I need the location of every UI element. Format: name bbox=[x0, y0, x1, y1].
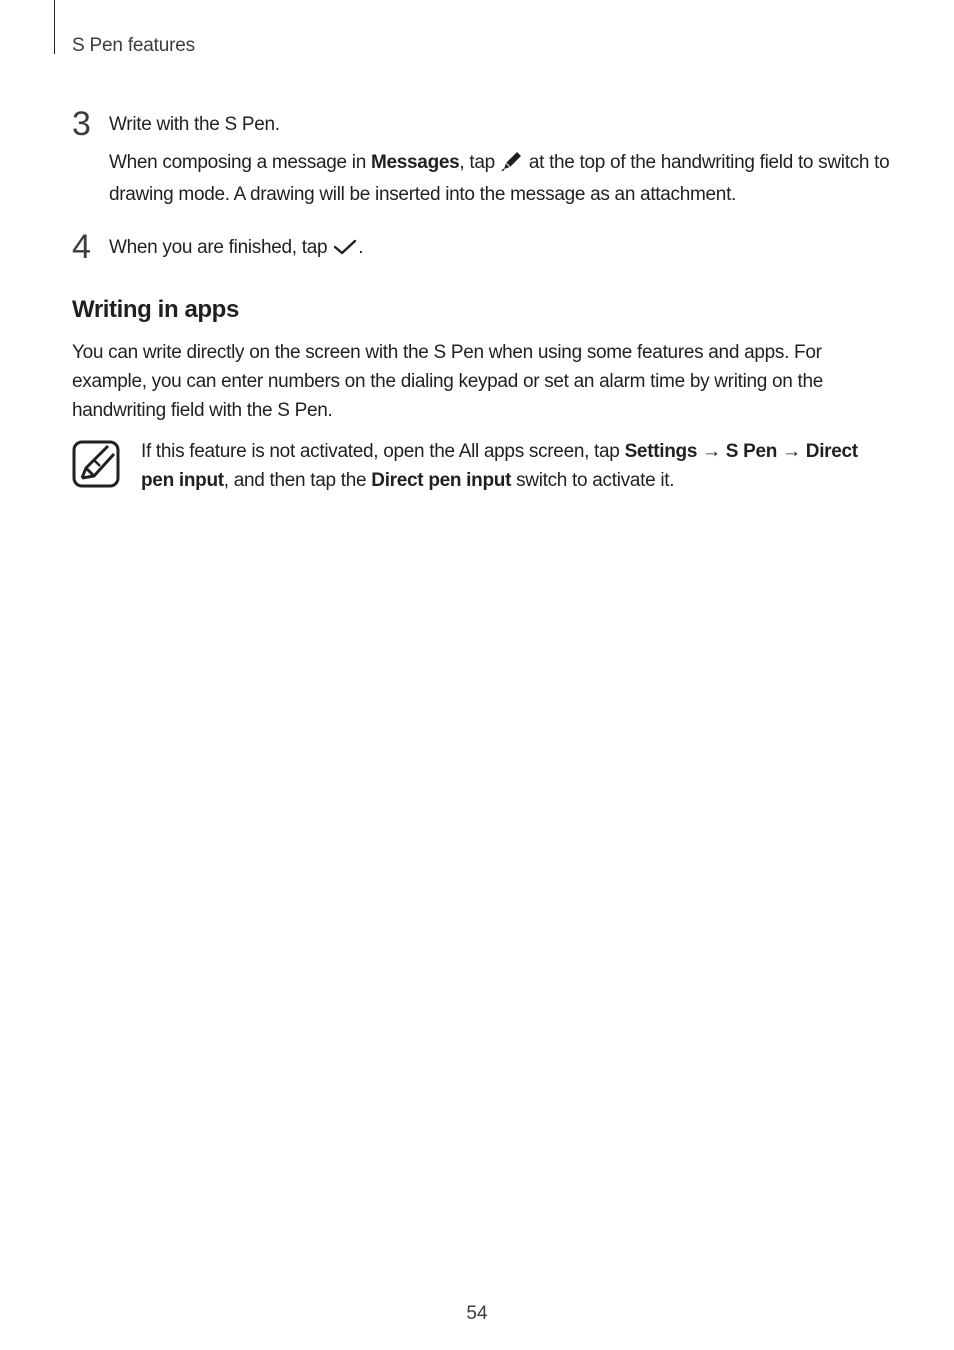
step-title-text: When you are finished, tap bbox=[109, 237, 333, 258]
step-title bbox=[109, 236, 363, 263]
direct-pen-input-switch-label: Direct pen input bbox=[371, 470, 512, 491]
header-title: S Pen features bbox=[72, 35, 195, 56]
page-number: 54 bbox=[466, 1303, 488, 1324]
messages-app-name: Messages bbox=[370, 152, 460, 173]
note-icon bbox=[72, 440, 120, 488]
direct-pen-input-label: Direct pen input bbox=[141, 441, 858, 491]
body-text: at the top of the handwriting field to switch to drawing mode. A drawing will be inserted into the message as an attachment. bbox=[109, 152, 890, 205]
arrow: → bbox=[777, 441, 806, 462]
checkmark-icon bbox=[332, 238, 358, 263]
arrow: → bbox=[697, 441, 726, 462]
body-text: , tap bbox=[459, 152, 500, 173]
note-text bbox=[141, 437, 891, 495]
body-text: When composing a message in bbox=[109, 152, 371, 173]
pen-icon bbox=[500, 149, 524, 180]
step-title: Write with the S Pen. bbox=[109, 114, 280, 135]
step-body bbox=[109, 148, 899, 209]
s-pen-label: S Pen bbox=[725, 441, 778, 462]
section-heading: Writing in apps bbox=[72, 296, 239, 323]
step-number: 4 bbox=[72, 228, 91, 266]
header-rule bbox=[54, 0, 55, 54]
section-paragraph: You can write directly on the screen with the S Pen when using some features and apps. For example, you can enter numbers on the dialing keypad or set an alarm time by writing on the handwriting field with the S Pen. bbox=[72, 342, 824, 421]
note-text-part: If this feature is not activated, open the All apps screen, tap bbox=[141, 441, 625, 462]
note-text-part: switch to activate it. bbox=[511, 470, 675, 491]
step-title-text: . bbox=[358, 237, 364, 258]
step-number: 3 bbox=[72, 105, 91, 143]
note-text-part: , and then tap the bbox=[223, 470, 372, 491]
settings-label: Settings bbox=[624, 441, 698, 462]
